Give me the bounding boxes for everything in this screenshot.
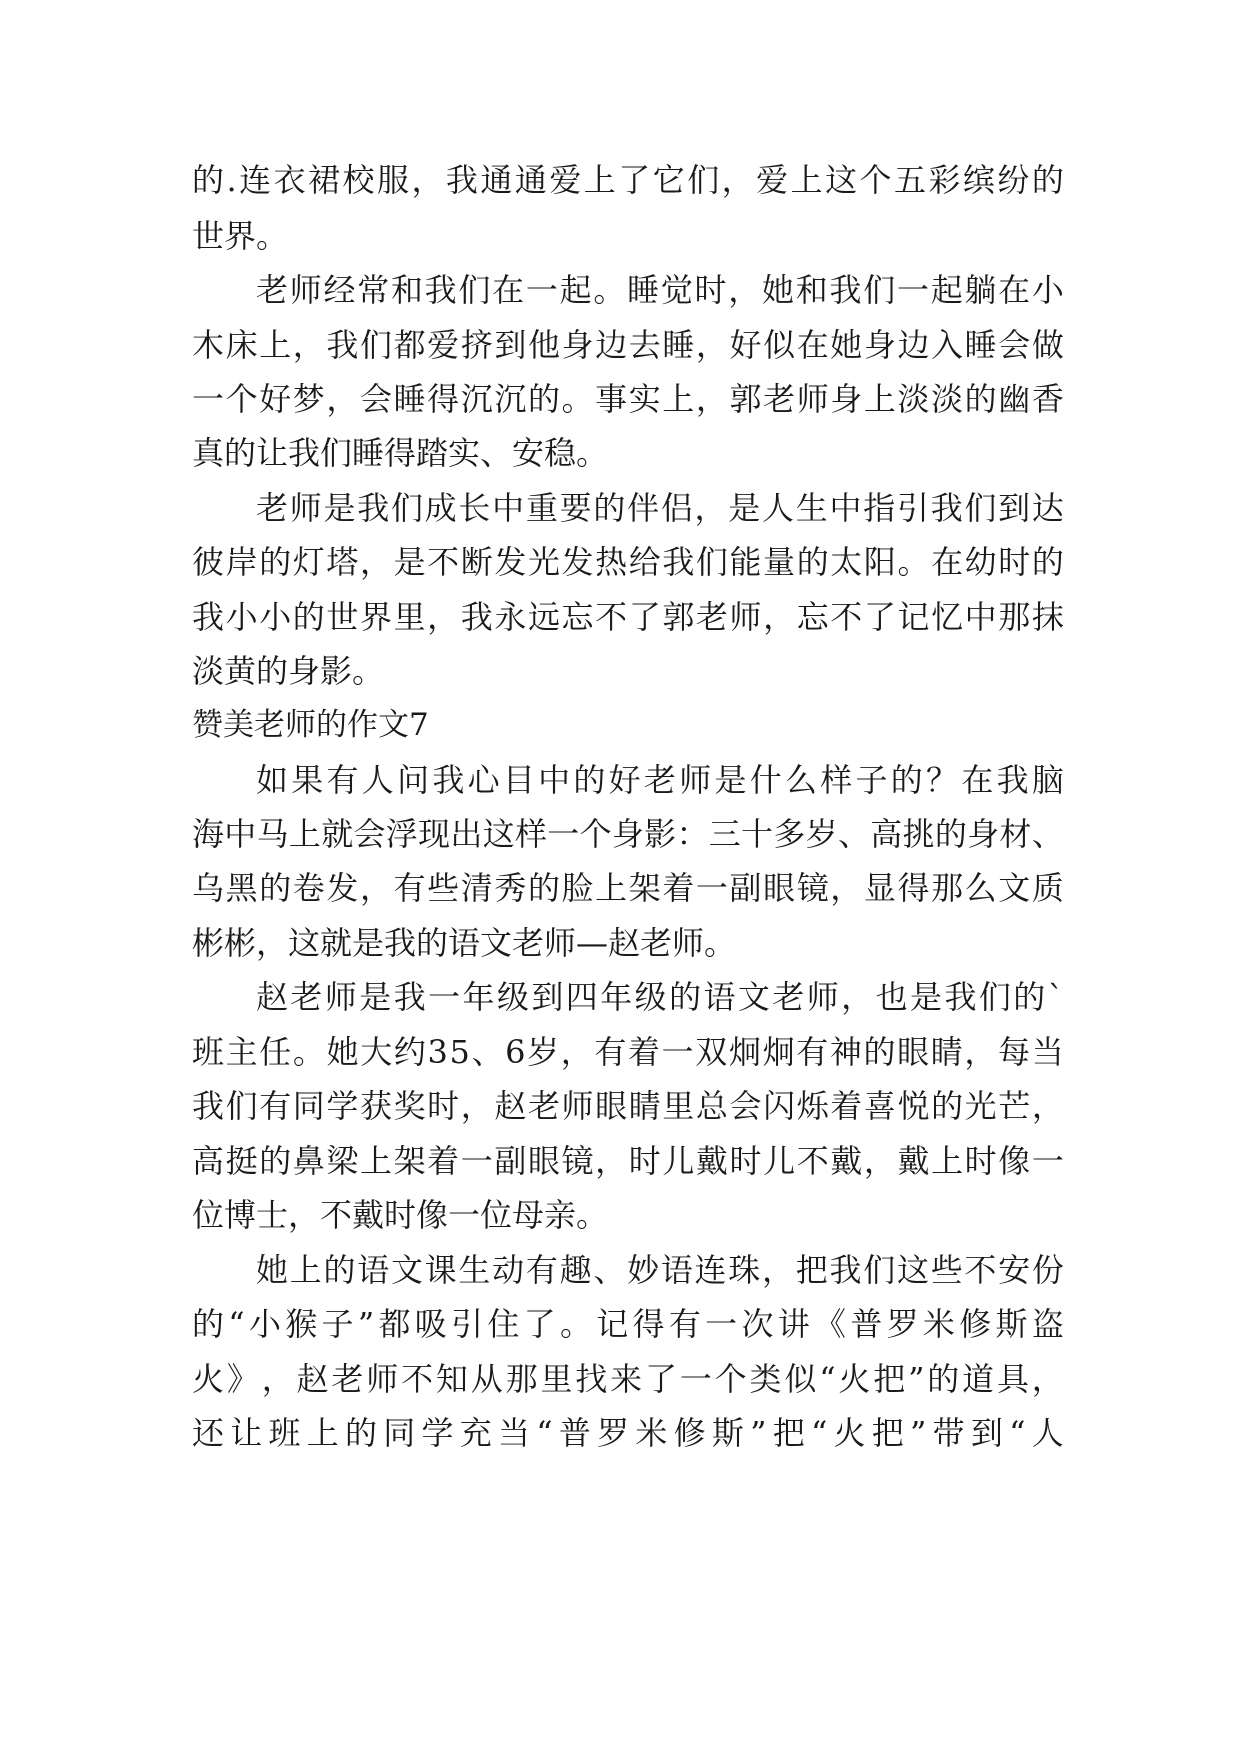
text-line: 高 挺 的 鼻 梁 上 架 着 一 副 眼 镜 ， 时 儿 戴 时 儿 不 戴 ， 戴 上 时 像 一 bbox=[192, 1142, 1064, 1180]
text-line: 火 》 ， 赵 老 师 不 知 从 那 里 找 来 了 一 个 类 似 “ 火 把 ” 的 道 具 ， bbox=[192, 1360, 1064, 1398]
text-line: 海 中 马 上 就 会 浮 现 出 这 样 一 个 身 影 ： 三 十 多 岁 、 高 挑 的 身 材 、 bbox=[192, 815, 1064, 853]
text-line: 的 . 连 衣 裙 校 服 ， 我 通 通 爱 上 了 它 们 ， 爱 上 这 个 五 彩 缤 纷 的 bbox=[192, 161, 1064, 199]
text-line: 还 让 班 上 的 同 学 充 当 “ 普 罗 米 修 斯 ” 把 “ 火 把 ” 带 到 “ 人 bbox=[192, 1414, 1064, 1452]
paragraph-first-line: 老 师 经 常 和 我 们 在 一 起 。 睡 觉 时 ， 她 和 我 们 一 起 躺 在 小 bbox=[256, 271, 1064, 309]
paragraph-first-line: 老 师 是 我 们 成 长 中 重 要 的 伴 侣 ， 是 人 生 中 指 引 我 们 到 达 bbox=[256, 489, 1064, 527]
text-line: 木 床 上 ， 我 们 都 爱 挤 到 他 身 边 去 睡 ， 好 似 在 她 身 边 入 睡 会 做 bbox=[192, 326, 1064, 364]
paragraph-first-line: 她 上 的 语 文 课 生 动 有 趣 、 妙 语 连 珠 ， 把 我 们 这 些 不 安 份 bbox=[256, 1251, 1064, 1289]
text-line: 彬彬，这就是我的语文老师—赵老师。 bbox=[192, 924, 737, 962]
text-line: 世界。 bbox=[192, 217, 289, 255]
text-line: 彼 岸 的 灯 塔 ， 是 不 断 发 光 发 热 给 我 们 能 量 的 太 阳 。 在 幼 时 的 bbox=[192, 543, 1064, 581]
text-line: 的 “ 小 猴 子 ” 都 吸 引 住 了 。 记 得 有 一 次 讲 《 普 罗 米 修 斯 盗 bbox=[192, 1305, 1064, 1343]
paragraph-first-line: 如 果 有 人 问 我 心 目 中 的 好 老 师 是 什 么 样 子 的 ？ 在 我 脑 bbox=[256, 761, 1064, 799]
paragraph-first-line: 赵 老 师 是 我 一 年 级 到 四 年 级 的 语 文 老 师 ， 也 是 我 们 的 ` bbox=[256, 978, 1064, 1016]
text-line: 淡黄的身影。 bbox=[192, 652, 385, 690]
text-line: 我 小 小 的 世 界 里 ， 我 永 远 忘 不 了 郭 老 师 ， 忘 不 了 记 忆 中 那 抹 bbox=[192, 598, 1064, 636]
section-heading: 赞美老师的作文7 bbox=[192, 707, 429, 743]
text-line: 我 们 有 同 学 获 奖 时 ， 赵 老 师 眼 睛 里 总 会 闪 烁 着 喜 悦 的 光 芒 ， bbox=[192, 1087, 1064, 1125]
text-line: 乌 黑 的 卷 发 ， 有 些 清 秀 的 脸 上 架 着 一 副 眼 镜 ， 显 得 那 么 文 质 bbox=[192, 869, 1064, 907]
text-line: 一 个 好 梦 ， 会 睡 得 沉 沉 的 。 事 实 上 ， 郭 老 师 身 上 淡 淡 的 幽 香 bbox=[192, 380, 1064, 418]
text-line: 班 主 任 。 她 大 约 3 5 、 6 岁 ， 有 着 一 双 炯 炯 有 神 的 眼 睛 ， 每 当 bbox=[192, 1033, 1064, 1071]
text-line: 真的让我们睡得踏实、安稳。 bbox=[192, 434, 609, 472]
text-line: 位博士，不戴时像一位母亲。 bbox=[192, 1196, 609, 1234]
